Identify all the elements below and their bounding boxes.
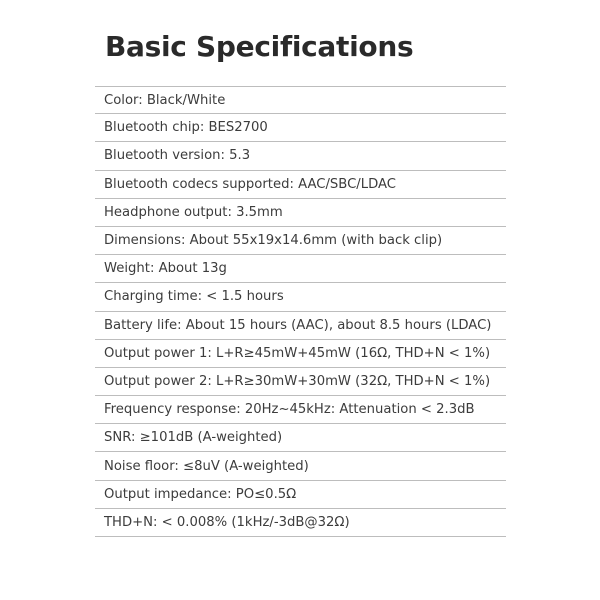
spec-row-output-power-2 (95, 368, 506, 396)
spec-text: Frequency response: 20Hz~45kHz: Attenuation < 2.3dB (104, 402, 475, 418)
spec-text: Charging time: < 1.5 hours (104, 289, 284, 305)
spec-row-battery-life (95, 312, 506, 340)
spec-text: SNR: ≥101dB (A-weighted) (104, 430, 283, 446)
spec-row-output-impedance (95, 481, 506, 509)
spec-row-thd-n (95, 509, 506, 537)
spec-text: Dimensions: About 55x19x14.6mm (with back clip) (104, 233, 443, 249)
spec-text: Bluetooth codecs supported: AAC/SBC/LDAC (104, 176, 397, 192)
spec-row-bluetooth-chip (95, 114, 506, 142)
spec-text: THD+N: < 0.008% (1kHz/-3dB@32Ω) (104, 514, 350, 530)
spec-text: Weight: About 13g (104, 261, 227, 277)
spec-row-color (95, 86, 506, 114)
spec-table (95, 86, 506, 537)
spec-row-dimensions (95, 227, 506, 255)
spec-text: Battery life: About 15 hours (AAC), about 8.5 hours (LDAC) (104, 317, 492, 333)
spec-row-output-power-1 (95, 340, 506, 368)
spec-row-weight (95, 255, 506, 283)
spec-text: Output power 1: L+R≥45mW+45mW (16Ω, THD+N < 1%) (104, 345, 491, 361)
spec-row-snr (95, 424, 506, 452)
spec-row-headphone-output (95, 199, 506, 227)
spec-text: Color: Black/White (104, 92, 226, 108)
spec-text: Output power 2: L+R≥30mW+30mW (32Ω, THD+N < 1%) (104, 373, 491, 389)
spec-text: Output impedance: PO≤0.5Ω (104, 486, 297, 502)
spec-text: Bluetooth chip: BES2700 (104, 120, 268, 136)
spec-text: Noise floor: ≤8uV (A-weighted) (104, 458, 309, 474)
spec-row-noise-floor (95, 452, 506, 480)
spec-row-frequency-response (95, 396, 506, 424)
spec-row-bluetooth-codecs (95, 171, 506, 199)
spec-text: Headphone output: 3.5mm (104, 204, 283, 220)
page-title: Basic Specifications (105, 30, 414, 63)
spec-text: Bluetooth version: 5.3 (104, 148, 251, 164)
spec-row-charging-time (95, 283, 506, 311)
spec-row-bluetooth-version (95, 142, 506, 170)
